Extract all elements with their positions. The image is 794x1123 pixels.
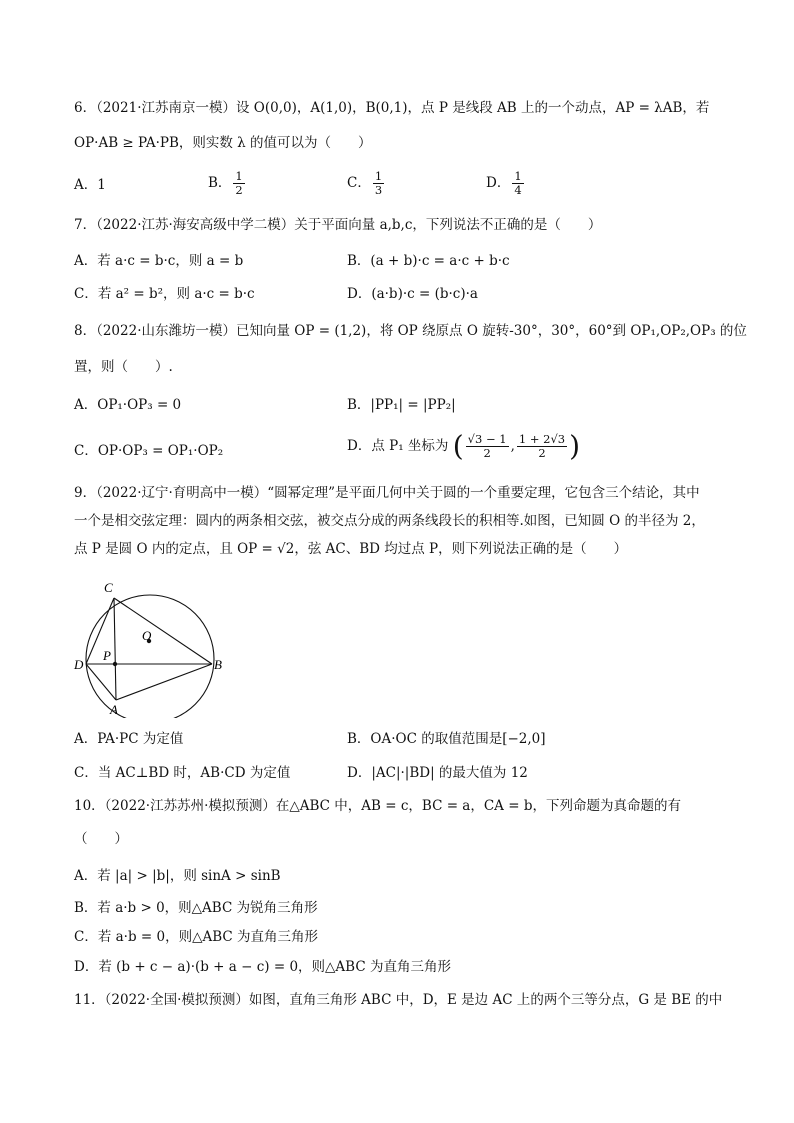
label-a: A [110, 702, 118, 717]
q9-circle-figure [72, 578, 232, 718]
q8-stem-line2: 置，则（ ）. [74, 359, 173, 375]
q6-option-a: A．1 [74, 177, 106, 193]
q8-option-d-label: D．点 P₁ 坐标为 [347, 438, 449, 454]
point-p [113, 662, 117, 666]
fraction-denominator: 4 [514, 183, 522, 197]
q11-stem-line1: 11．（2022·全国·模拟预测）如图，直角三角形 ABC 中，D，E 是边 AC 上的两个三等分点，G 是 BE 的中 [74, 992, 723, 1008]
fraction-numerator: 1 + 2√3 [518, 432, 566, 446]
q10-option-d: D．若 (b + c − a)·(b + a − c) = 0，则△ABC 为直角三角形 [74, 959, 451, 975]
label-b: B [214, 657, 222, 672]
label-p: P [103, 648, 111, 663]
q6-stem-line2: OP·AB ≥ PA·PB，则实数 λ 的值可以为（ ） [74, 135, 372, 151]
chord-ac [114, 598, 116, 700]
fraction-denominator: 2 [235, 183, 243, 197]
left-paren: ( [452, 429, 464, 463]
q6-option-c-label: C． [347, 175, 371, 191]
right-paren: ) [569, 429, 581, 463]
q6-option-d [486, 170, 526, 197]
q8-option-d: D．点 P₁ 坐标为 ( $\frac{√3 - 1}{2}$ , $\frac{1 + 2√3}{2}$ ) [347, 429, 581, 463]
fraction-numerator: 1 [374, 169, 383, 183]
q6-option-d-fraction [512, 170, 523, 197]
q8-stem-line1: 8．（2022·山东潍坊一模）已知向量 OP = (1,2)，将 OP 绕原点 O 旋转-30°，30°，60°到 OP₁,OP₂,OP₃ 的位 [74, 323, 747, 339]
q8-option-a: A．OP₁·OP₃ = 0 [74, 397, 182, 413]
label-c: C [104, 580, 113, 595]
q7-option-a: A．若 a·c = b·c，则 a = b [74, 253, 244, 269]
q10-stem-line2: （ ） [74, 831, 128, 847]
q6-stem-line1: 6．（2021·江苏南京一模）设 O(0,0)，A(1,0)，B(0,1)，点 P 是线段 AB 上的一个动点，AP = λAB，若 [74, 100, 710, 116]
q6-option-d-label: D． [486, 175, 511, 191]
q9-stem-line1: 9．（2022·辽宁·育明高中一模）“圆幂定理”是平面几何中关于圆的一个重要定理，它包含三个结论，其中 [74, 485, 700, 501]
fraction-numerator: 1 [235, 169, 243, 183]
q8-option-c: C．OP·OP₃ = OP₁·OP₂ [74, 443, 224, 459]
q6-option-c-fraction [373, 170, 384, 197]
q9-option-b: B．OA·OC 的取值范围是[−2,0] [347, 731, 546, 747]
label-o: O [142, 628, 152, 643]
fraction-numerator: √3 − 1 [467, 432, 507, 446]
q8-option-d-x-fraction [466, 433, 509, 460]
q9-option-a: A．PA·PC 为定值 [74, 731, 184, 747]
fraction-denominator: 3 [374, 183, 383, 197]
q9-stem-line3: 点 P 是圆 O 内的定点，且 OP = √2，弦 AC、BD 均过点 P，则下列说法正确的是（ ） [74, 541, 628, 557]
q9-option-c: C．当 AC⊥BD 时，AB·CD 为定值 [74, 765, 291, 781]
q9-option-d: D．|AC|·|BD| 的最大值为 12 [347, 765, 528, 781]
q6-option-b-fraction [233, 170, 244, 197]
q9-stem-line2: 一个是相交弦定理：圆内的两条相交弦，被交点分成的两条线段长的积相等.如图，已知圆 O 的半径为 2， [74, 513, 705, 529]
q10-option-b: B．若 a·b > 0，则△ABC 为锐角三角形 [74, 900, 318, 916]
q7-option-c: C．若 a² = b²，则 a·c = b·c [74, 286, 255, 302]
q10-stem-line1: 10．（2022·江苏苏州·模拟预测）在△ABC 中，AB = c，BC = a，CA = b，下列命题为真命题的有 [74, 798, 681, 814]
q8-option-b: B．|PP₁| = |PP₂| [347, 397, 456, 413]
q7-option-d: D．(a·b)·c = (b·c)·a [347, 286, 478, 302]
fraction-denominator: 2 [538, 446, 546, 460]
segment-cb [114, 598, 212, 664]
fraction-denominator: 2 [483, 446, 491, 460]
q8-option-d-y-fraction [517, 433, 567, 460]
q6-option-c [347, 170, 386, 197]
q6-option-b [208, 170, 247, 197]
q7-stem: 7．（2022·江苏·海安高级中学二模）关于平面向量 a,b,c，下列说法不正确的是（ ） [74, 217, 602, 233]
q10-option-c: C．若 a·b = 0，则△ABC 为直角三角形 [74, 929, 319, 945]
fraction-numerator: 1 [514, 169, 522, 183]
segment-ab [116, 664, 212, 700]
q6-option-b-label: B． [208, 175, 232, 191]
q10-option-a: A．若 |a| > |b|，则 sinA > sinB [74, 868, 281, 884]
label-d: D [74, 657, 84, 672]
q7-option-b: B．(a + b)·c = a·c + b·c [347, 253, 510, 269]
